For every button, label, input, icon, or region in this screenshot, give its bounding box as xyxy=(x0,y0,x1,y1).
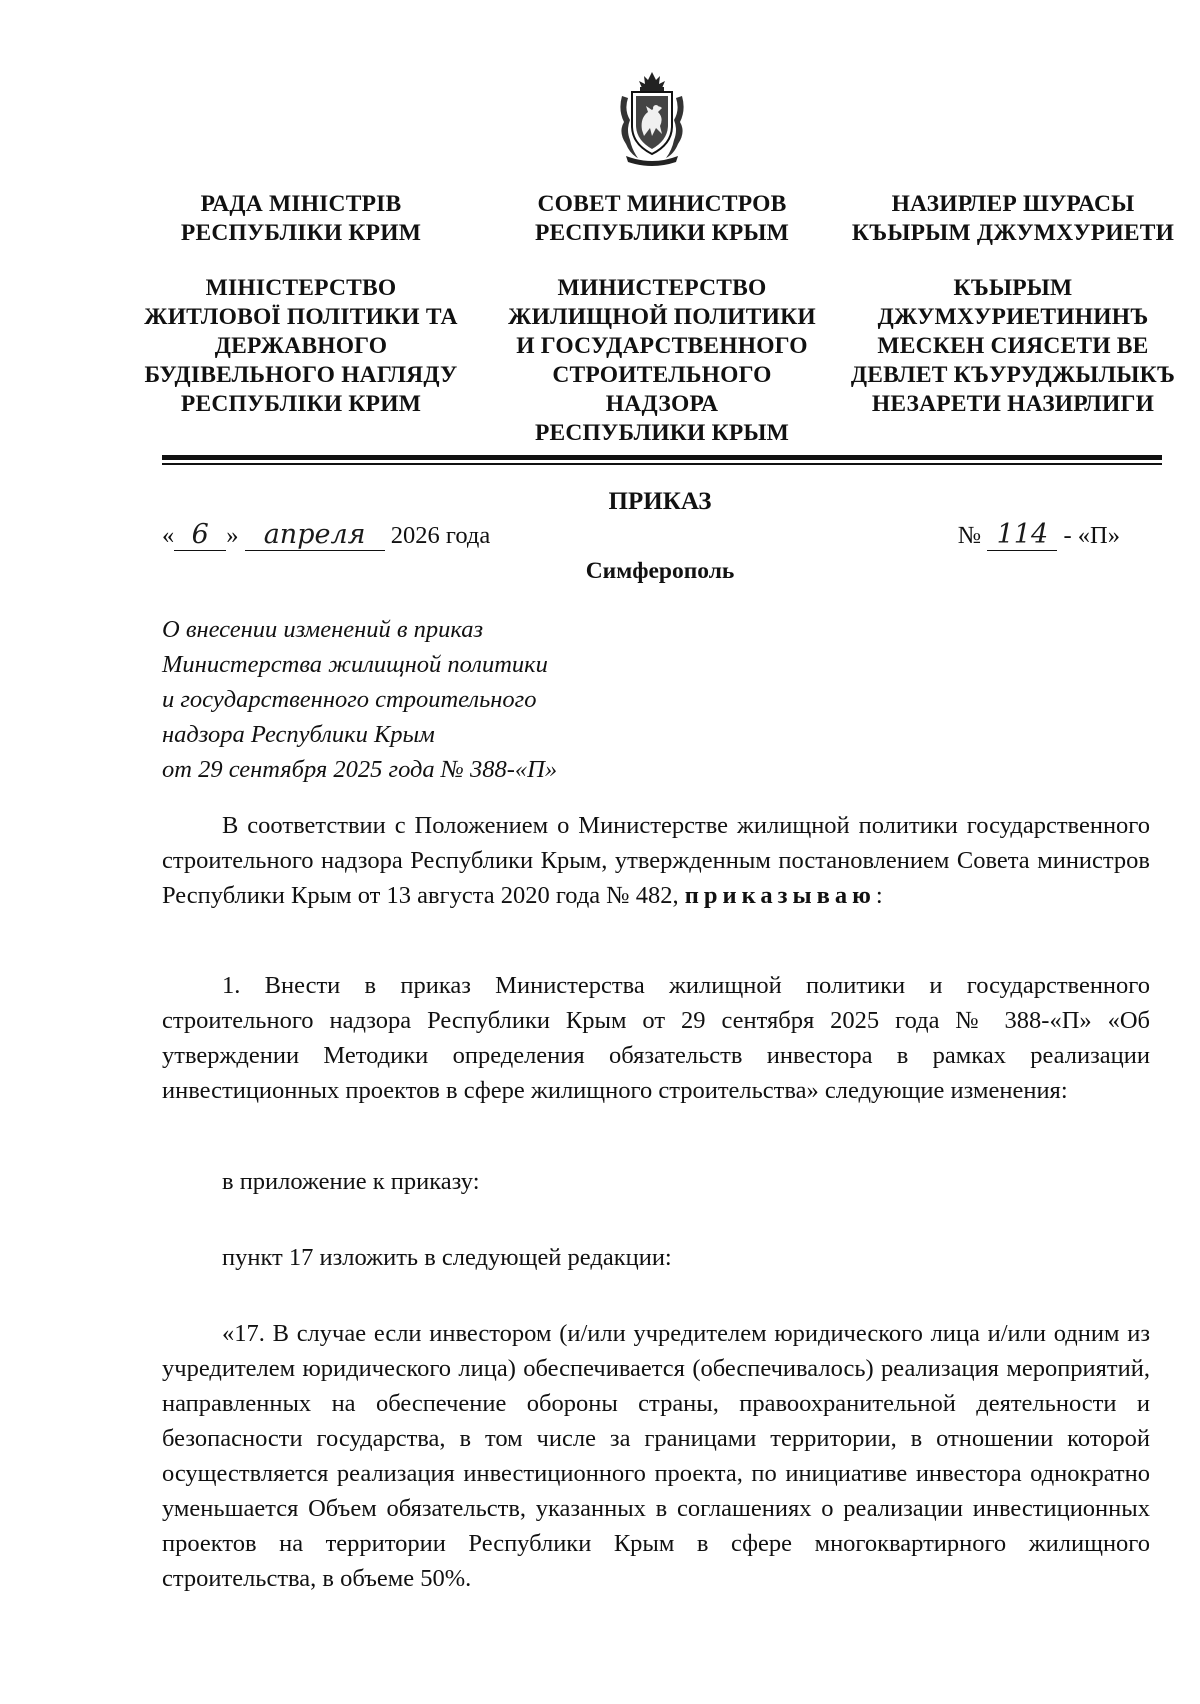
point-17-intro-text: пункт 17 изложить в следующей редакции: xyxy=(222,1244,672,1271)
council-line: СОВЕТ МИНИСТРОВ xyxy=(537,191,787,217)
council-line: НАЗИРЛЕР ШУРАСЫ xyxy=(891,191,1135,217)
appendix-text: в приложение к приказу: xyxy=(222,1168,480,1195)
point-17-paragraph xyxy=(162,1316,1150,1596)
order-date xyxy=(162,520,490,551)
preamble-paragraph xyxy=(162,808,1150,913)
ministry-line: СТРОИТЕЛЬНОГО xyxy=(552,362,772,388)
header-col-ukrainian xyxy=(118,190,484,419)
subject-line: Министерства жилищной политики xyxy=(162,651,548,678)
ministry-line: НЕЗАРЕТИ НАЗИРЛИГИ xyxy=(871,391,1155,417)
ministry-line: БУДІВЕЛЬНОГО НАГЛЯДУ xyxy=(144,362,458,388)
ministry-line: МЕСКЕН СИЯСЕТИ ВЕ xyxy=(877,333,1149,359)
subject-line: надзора Республики Крым xyxy=(162,721,435,748)
order-number xyxy=(958,520,1120,551)
ministry-line: И ГОСУДАРСТВЕННОГО xyxy=(516,333,808,359)
ministry-line: ДЖУМХУРИЕТИНИНЪ xyxy=(877,304,1149,330)
ministry-line: ДЕВЛЕТ КЪУРУДЖЫЛЫКЪ xyxy=(850,362,1176,388)
header-divider-thin xyxy=(162,463,1162,465)
number-prefix: № xyxy=(957,522,982,549)
order-word: приказываю xyxy=(684,882,876,909)
date-open-quote: « xyxy=(162,522,175,549)
ministry-line: НАДЗОРА xyxy=(605,391,719,417)
ministry-line: МИНИСТЕРСТВО xyxy=(557,275,767,301)
header-divider-thick xyxy=(162,455,1162,460)
city-name: Симферополь xyxy=(585,558,735,584)
subject-line: от 29 сентября 2025 года № 388-«П» xyxy=(162,756,558,783)
date-close-quote: » xyxy=(226,522,239,549)
council-line: РЕСПУБЛІКИ КРИМ xyxy=(180,220,422,246)
council-line: РАДА МІНІСТРІВ xyxy=(200,191,402,217)
item-1-paragraph xyxy=(162,968,1150,1108)
header-col-crimean-tatar xyxy=(826,190,1200,419)
document-title: ПРИКАЗ xyxy=(608,488,712,515)
order-colon: : xyxy=(875,882,883,909)
date-day-handwritten: 6 xyxy=(174,520,226,551)
appendix-paragraph xyxy=(162,1164,1150,1199)
ministry-line: РЕСПУБЛИКИ КРЫМ xyxy=(534,420,790,446)
ministry-line: КЪЫРЫМ xyxy=(953,275,1073,301)
ministry-line: МІНІСТЕРСТВО xyxy=(205,275,397,301)
date-month-handwritten: апреля xyxy=(245,520,385,551)
ministry-line: ЖИТЛОВОЇ ПОЛІТИКИ ТА xyxy=(144,304,458,330)
preamble-text: В соответствии с Положением о Министерстве жилищной политики государственного строительного надзора Республики Крым, утвержденным постановлением Совета министров Республики Крым от 13 августа 2020 года № 482, xyxy=(162,812,1150,909)
point-17-intro-paragraph xyxy=(162,1240,1150,1275)
ministry-line: РЕСПУБЛІКИ КРИМ xyxy=(180,391,422,417)
council-line: КЪЫРЫМ ДЖУМХУРИЕТИ xyxy=(851,220,1175,246)
council-line: РЕСПУБЛИКИ КРЫМ xyxy=(534,220,790,246)
subject-line: и государственного строительного xyxy=(162,686,537,713)
ministry-line: ДЕРЖАВНОГО xyxy=(214,333,388,359)
coat-of-arms-emblem xyxy=(612,70,692,168)
header-col-russian xyxy=(482,190,842,448)
ministry-line: ЖИЛИЩНОЙ ПОЛИТИКИ xyxy=(508,304,816,330)
point-17-text: «17. В случае если инвестором (и/или учредителем юридического лица и/или одним из учредителем юридического лица) обеспечивается (обеспечивалось) реализация мероприятий, направленных на обеспечение обороны страны, правоохранительной деятельности и безопасности государства, в том числе за границами территории, в отношении которой осуществляется реализация инвестиционного проекта, по инициативе инвестора однократно уменьшается Объем обязательств, указанных в соглашениях о реализации инвестиционных проектов на территории Республики Крым в сфере многоквартирного жилищного строительства, в объеме 50%. xyxy=(162,1320,1150,1592)
number-suffix: - «П» xyxy=(1063,522,1120,549)
number-value-handwritten: 114 xyxy=(987,520,1057,551)
date-year: 2026 года xyxy=(390,522,491,549)
subject-line: О внесении изменений в приказ xyxy=(162,616,484,643)
item-1-text: 1. Внести в приказ Министерства жилищной политики и государственного строительного надзора Республики Крым от 29 сентября 2025 года № 388-«П» «Об утверждении Методики определения обязательств инвестора в рамках реализации инвестиционных проектов в сфере жилищного строительства» следующие изменения: xyxy=(162,972,1150,1104)
order-subject xyxy=(162,612,722,787)
